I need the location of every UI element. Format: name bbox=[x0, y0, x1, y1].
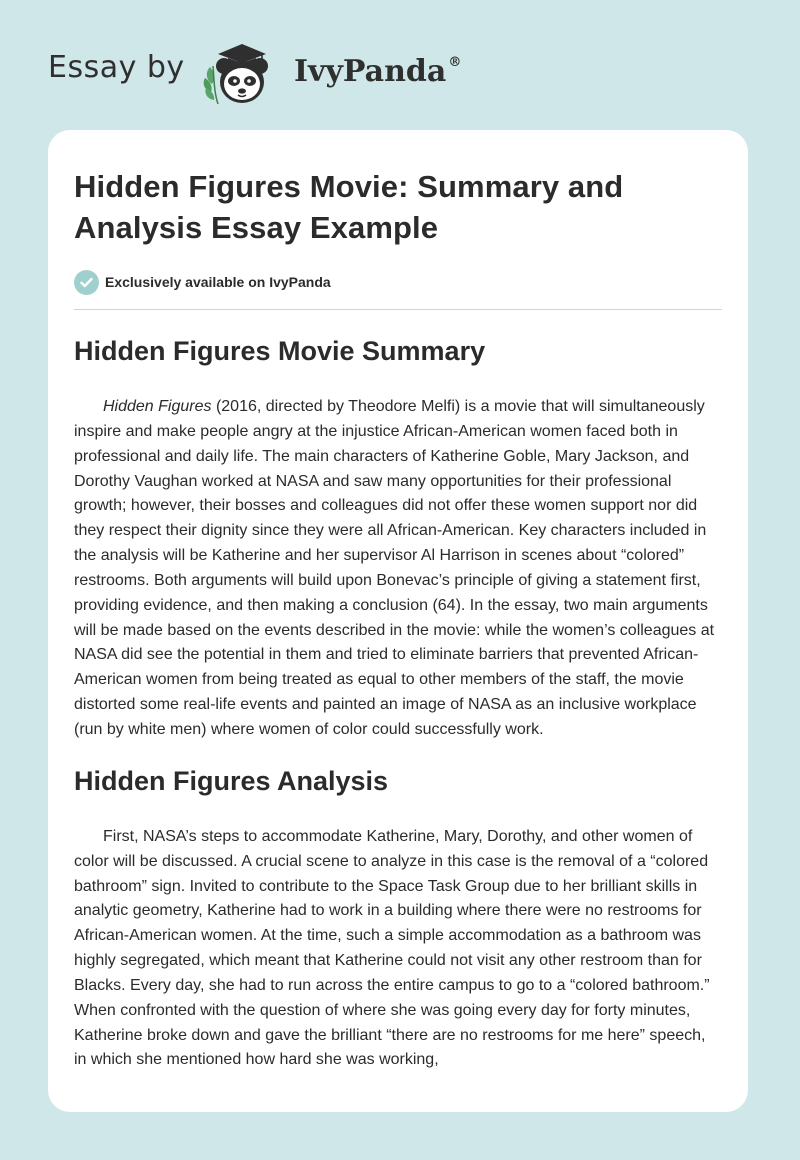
article-card bbox=[48, 130, 748, 1112]
exclusive-label: Exclusively available on IvyPanda bbox=[105, 274, 331, 290]
essay-by-label: Essay by bbox=[48, 50, 185, 85]
site-header bbox=[0, 0, 800, 130]
movie-title-italic: Hidden Figures bbox=[103, 398, 212, 415]
brand-name[interactable]: IvyPanda ® bbox=[294, 54, 462, 89]
paragraph-analysis: First, NASA’s steps to accommodate Katherine, Mary, Dorothy, and other women of color will be discussed. A crucial scene to analyze in this case is the removal of a “colored bathroom” sign. Invited to contribute to the Space Task Group due to her brilliant skills in analytic geometry, Katherine had to work in a building where there were no restrooms for African-American women. At the time, such a simple accommodation as a bathroom was highly segregated, which meant that Katherine could not visit any other restroom than for Blacks. Every day, she had to run across the entire campus to go to a “colored bathroom.” When confronted with the question of where she was going every day for forty minutes, Katherine broke down and gave the brilliant “there are no restrooms for me here” speech, in which she mentioned how hard she was working, bbox=[74, 827, 710, 1069]
section-heading-analysis: Hidden Figures Analysis bbox=[74, 765, 389, 796]
panda-logo-icon[interactable] bbox=[198, 36, 280, 108]
divider bbox=[74, 309, 722, 310]
paragraph-summary: Hidden Figures (2016, directed by Theodore Melfi) is a movie that will simultaneously inspire and make people angry at the injustice African-American women faced both in professional and daily life. The main characters of Katherine Goble, Mary Jackson, and Dorothy Vaughan worked at NASA and saw many opportunities for their professional growth; however, their bosses and colleagues did not offer these women support nor did they respect their dignity since they were all African-American. Key characters included in the analysis will be Katherine and her supervisor Al Harrison in scenes about “colored” restrooms. Both arguments will build upon Bonevac’s principle of giving a statement first, providing evidence, and then making a conclusion (64). In the essay, two main arguments will be made based on the events described in the movie: while the women’s colleagues at NASA did see the potential in them and tried to eliminate barriers that prevented African-American women from being treated as equal to other members of the staff, the movie distorted some real-life events and painted an image of NASA as an inclusive workplace (run by white men) where women of color could successfully work. bbox=[74, 398, 715, 738]
page-title: Hidden Figures Movie: Summary and Analysis Essay Example bbox=[74, 169, 624, 245]
registered-mark: ® bbox=[448, 55, 462, 70]
section-heading-summary: Hidden Figures Movie Summary bbox=[74, 336, 486, 366]
exclusive-badge bbox=[74, 269, 722, 295]
check-icon bbox=[74, 270, 99, 295]
ivy-leaf-icon bbox=[204, 66, 218, 104]
